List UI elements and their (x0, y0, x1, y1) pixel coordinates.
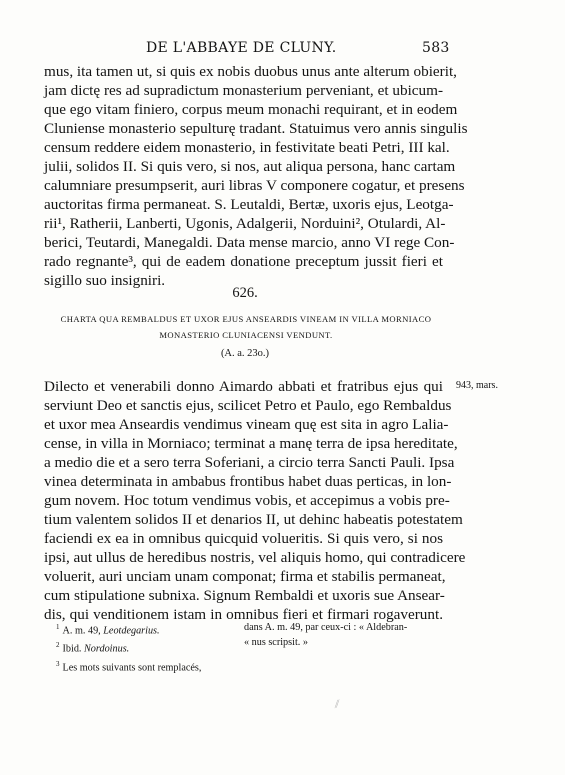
footnote-variant: Nordoinus. (84, 643, 130, 655)
footnotes-left-column (56, 620, 246, 675)
text-line: ipsi, aut ullus de heredibus nostris, vel aliquis homo, qui contradicere (44, 549, 466, 566)
text-line: et uxor mea Anseardis vendimus vineam quę est sita in agro Lalia- (44, 416, 449, 433)
footnote-3-continued: « nus scripsit. » (244, 637, 308, 648)
text-line: a medio die et a sero terra Soferiani, a circio terra Sancti Pauli. Ipsa (44, 454, 455, 471)
footnote-mark: 3 (56, 659, 60, 668)
footnote-2 (56, 638, 246, 656)
text-line: rii¹, Ratherii, Lanberti, Ugonis, Adalgerii, Norduini², Otulardi, Al- (44, 215, 446, 232)
text-line: censum reddere eidem monasterio, in festivitate beati Petri, III kal. (44, 139, 450, 156)
text-line: berici, Teutardi, Manegaldi. Data mense marcio, anno VI rege Con- (44, 234, 455, 251)
charter-625-ending (44, 62, 468, 290)
footnote-text: Les mots suivants sont remplacés, (62, 662, 202, 674)
page-number: 583 (422, 40, 450, 56)
text-line: voluerit, auri unciam unam componat; firma et stabilis permaneat, (44, 568, 446, 585)
charter-626-text (44, 377, 466, 624)
charter-title-line: CHARTA QUA REMBALDUS ET UXOR EJUS ANSEARDIS VINEAM IN VILLA MORNIACO (60, 314, 432, 324)
text-line: jam dictę res ad supradictum monasterium perveniant, et ubicum- (44, 82, 443, 99)
text-line: vinea determinata in ambabus frontibus habet duas perticas, in lon- (44, 473, 452, 490)
footnote-text: A. m. 49, (62, 625, 104, 637)
faint-library-stamp: ⁄⁄ (334, 699, 341, 711)
footnote-variant: Leotdegarius. (103, 625, 160, 637)
text-line: gum novem. Hoc totum vendimus vobis, et accepimus a vobis pre- (44, 492, 450, 509)
charter-title (60, 311, 432, 343)
margin-date-note: 943, mars. (456, 380, 498, 391)
text-line: cum stipulatione subnixa. Signum Rembaldi et uxoris sue Ansear- (44, 587, 445, 604)
footnote-1 (56, 620, 246, 638)
text-line: serviunt Deo et sanctis ejus, scilicet Petro et Paulo, ego Rembaldus (44, 397, 452, 414)
text-line: cense, in villa in Morniaco; terminat a manę terra de ipsa hereditate, (44, 435, 458, 452)
text-line: mus, ita tamen ut, si quis ex nobis duobus unus ante alterum obierit, (44, 63, 457, 80)
charter-title-line: MONASTERIO CLUNIACENSI VENDUNT. (159, 330, 333, 340)
footnote-text: Ibid. (62, 643, 85, 655)
text-line: calumniare presumpserit, auri libras V componere cogatur, et presens (44, 177, 465, 194)
footnote-mark: 2 (56, 641, 60, 650)
text-line: que ego vitam finiero, corpus meum monachi requirant, et in eodem (44, 101, 458, 118)
text-line: Dilecto et venerabili donno Aimardo abbati et fratribus ejus qui (44, 378, 443, 395)
footnote-3-continued: dans A. m. 49, par ceux-ci : « Aldebran- (244, 622, 408, 633)
text-line: sigillo suo insigniri. (44, 272, 166, 289)
charter-date: (A. a. 23o.) (220, 348, 270, 359)
footnote-3 (56, 657, 246, 675)
text-line: dis, qui venditionem istam in omnibus fieri et firmari rogaverunt. (44, 606, 443, 623)
footnote-mark: 1 (56, 623, 60, 631)
footnotes-right-column (244, 620, 459, 650)
text-line: faciendi ex ea in omnibus quicquid volueritis. Si quis vero, si nos (44, 530, 443, 547)
text-line: julii, solidos II. Si quis vero, si nos, aut aliqua persona, hanc cartam (44, 158, 456, 175)
running-title: DE L'ABBAYE DE CLUNY. (146, 40, 337, 56)
text-line: tium valentem solidos II et denarios II, ut dehinc habeatis potestatem (44, 511, 463, 528)
text-line: auctoritas firma permaneat. S. Leutaldi, Bertæ, uxoris ejus, Leotga- (44, 196, 454, 213)
text-line: Cluniense monasterio sepulturę tradant. Statuimus vero annis singulis (44, 120, 468, 137)
text-line: rado regnante³, qui de eadem donatione preceptum jussit fieri et (44, 253, 443, 270)
charter-number: 626. (232, 285, 258, 301)
